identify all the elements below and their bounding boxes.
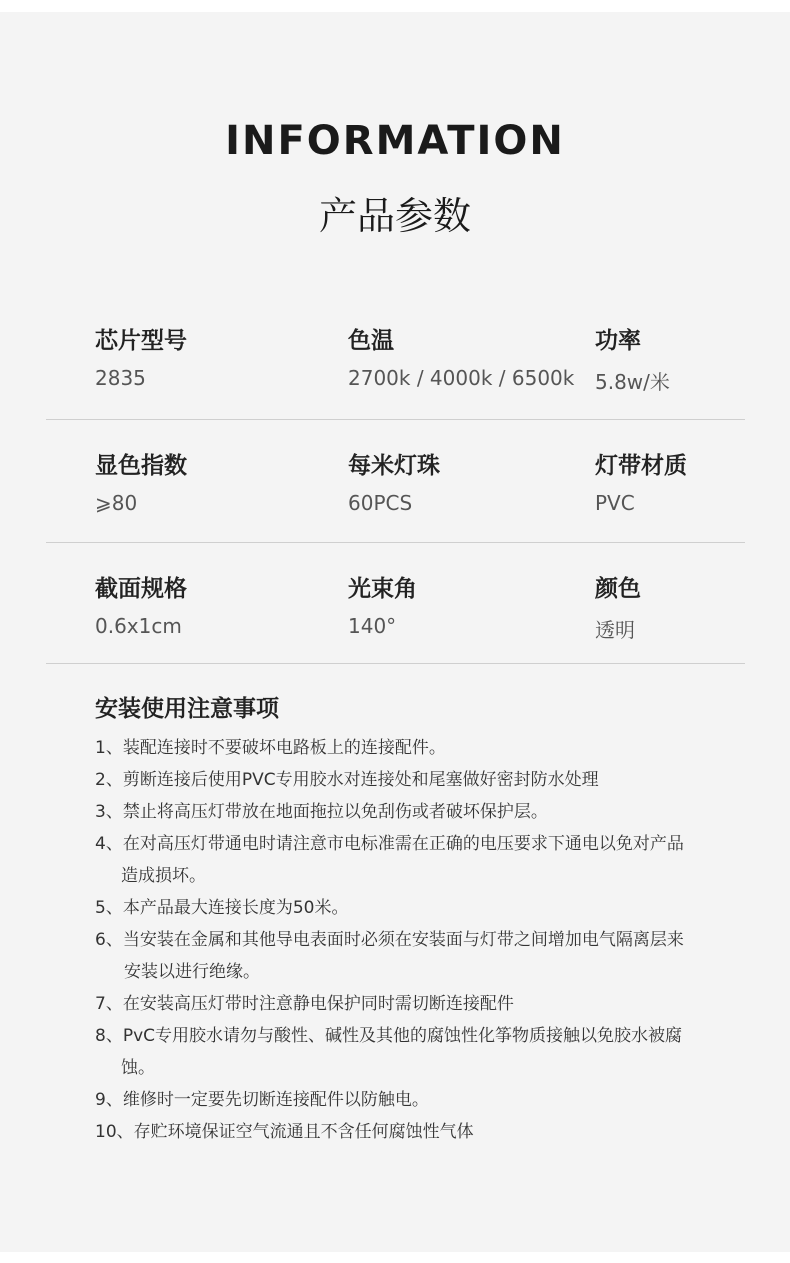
spec-value: 5.8w/米 bbox=[595, 370, 670, 394]
spec-label: 功率 bbox=[595, 328, 641, 354]
spec-label: 光束角 bbox=[348, 576, 417, 602]
divider bbox=[46, 663, 745, 664]
notes-title: 安装使用注意事项 bbox=[95, 696, 279, 722]
spec-label: 颜色 bbox=[595, 576, 641, 602]
spec-label: 灯带材质 bbox=[595, 453, 687, 479]
notes-list bbox=[95, 732, 735, 1148]
spec-value: 2700k / 4000k / 6500k bbox=[348, 366, 575, 390]
note-text: 1、装配连接时不要破坏电路板上的连接配件。 bbox=[95, 738, 446, 758]
note-text: 2、剪断连接后使用PVC专用胶水对连接处和尾塞做好密封防水处理 bbox=[95, 770, 599, 790]
note-text: 10、存贮环境保证空气流通且不含任何腐蚀性气体 bbox=[95, 1122, 474, 1142]
spec-label: 芯片型号 bbox=[95, 328, 187, 354]
note-text: 4、在对高压灯带通电时请注意市电标准需在正确的电压要求下通电以免对产品 bbox=[95, 834, 684, 854]
note-item bbox=[95, 1020, 735, 1084]
spec-value: ⩾80 bbox=[95, 491, 138, 515]
spec-value: PVC bbox=[595, 491, 635, 515]
spec-value: 60PCS bbox=[348, 491, 413, 515]
note-item bbox=[95, 924, 735, 988]
note-text: 3、禁止将高压灯带放在地面拖拉以免刮伤或者破坏保护层。 bbox=[95, 802, 548, 822]
note-text-continued: 蚀。 bbox=[121, 1058, 155, 1078]
spec-label: 色温 bbox=[348, 328, 394, 354]
note-item bbox=[95, 1116, 735, 1148]
note-item bbox=[95, 796, 735, 828]
divider bbox=[46, 419, 745, 420]
note-text: 9、维修时一定要先切断连接配件以防触电。 bbox=[95, 1090, 429, 1110]
note-text: 8、PvC专用胶水请勿与酸性、碱性及其他的腐蚀性化筝物质接触以免胶水被腐 bbox=[95, 1026, 682, 1046]
note-item bbox=[95, 892, 735, 924]
divider bbox=[46, 542, 745, 543]
note-text: 5、本产品最大连接长度为50米。 bbox=[95, 898, 349, 918]
spec-value: 2835 bbox=[95, 366, 146, 390]
spec-label: 截面规格 bbox=[95, 576, 187, 602]
title-english: INFORMATION bbox=[225, 118, 565, 164]
spec-row bbox=[0, 322, 790, 442]
spec-label: 显色指数 bbox=[95, 453, 187, 479]
title-chinese: 产品参数 bbox=[318, 194, 471, 238]
note-item bbox=[95, 764, 735, 796]
spec-row bbox=[0, 570, 790, 690]
note-item bbox=[95, 988, 735, 1020]
spec-value: 透明 bbox=[595, 618, 635, 642]
note-item bbox=[95, 732, 735, 764]
spec-label: 每米灯珠 bbox=[348, 453, 440, 479]
spec-value: 0.6x1cm bbox=[95, 614, 182, 638]
note-text: 7、在安装高压灯带时注意静电保护同时需切断连接配件 bbox=[95, 994, 514, 1014]
note-item bbox=[95, 1084, 735, 1116]
note-item bbox=[95, 828, 735, 892]
spec-row bbox=[0, 447, 790, 567]
note-text: 6、当安装在金属和其他导电表面时必须在安装面与灯带之间增加电气隔离层来 bbox=[95, 930, 684, 950]
note-text-continued: 造成损坏。 bbox=[121, 866, 206, 886]
spec-value: 140° bbox=[348, 614, 397, 638]
note-text-continued: 安装以进行绝缘。 bbox=[124, 962, 260, 982]
